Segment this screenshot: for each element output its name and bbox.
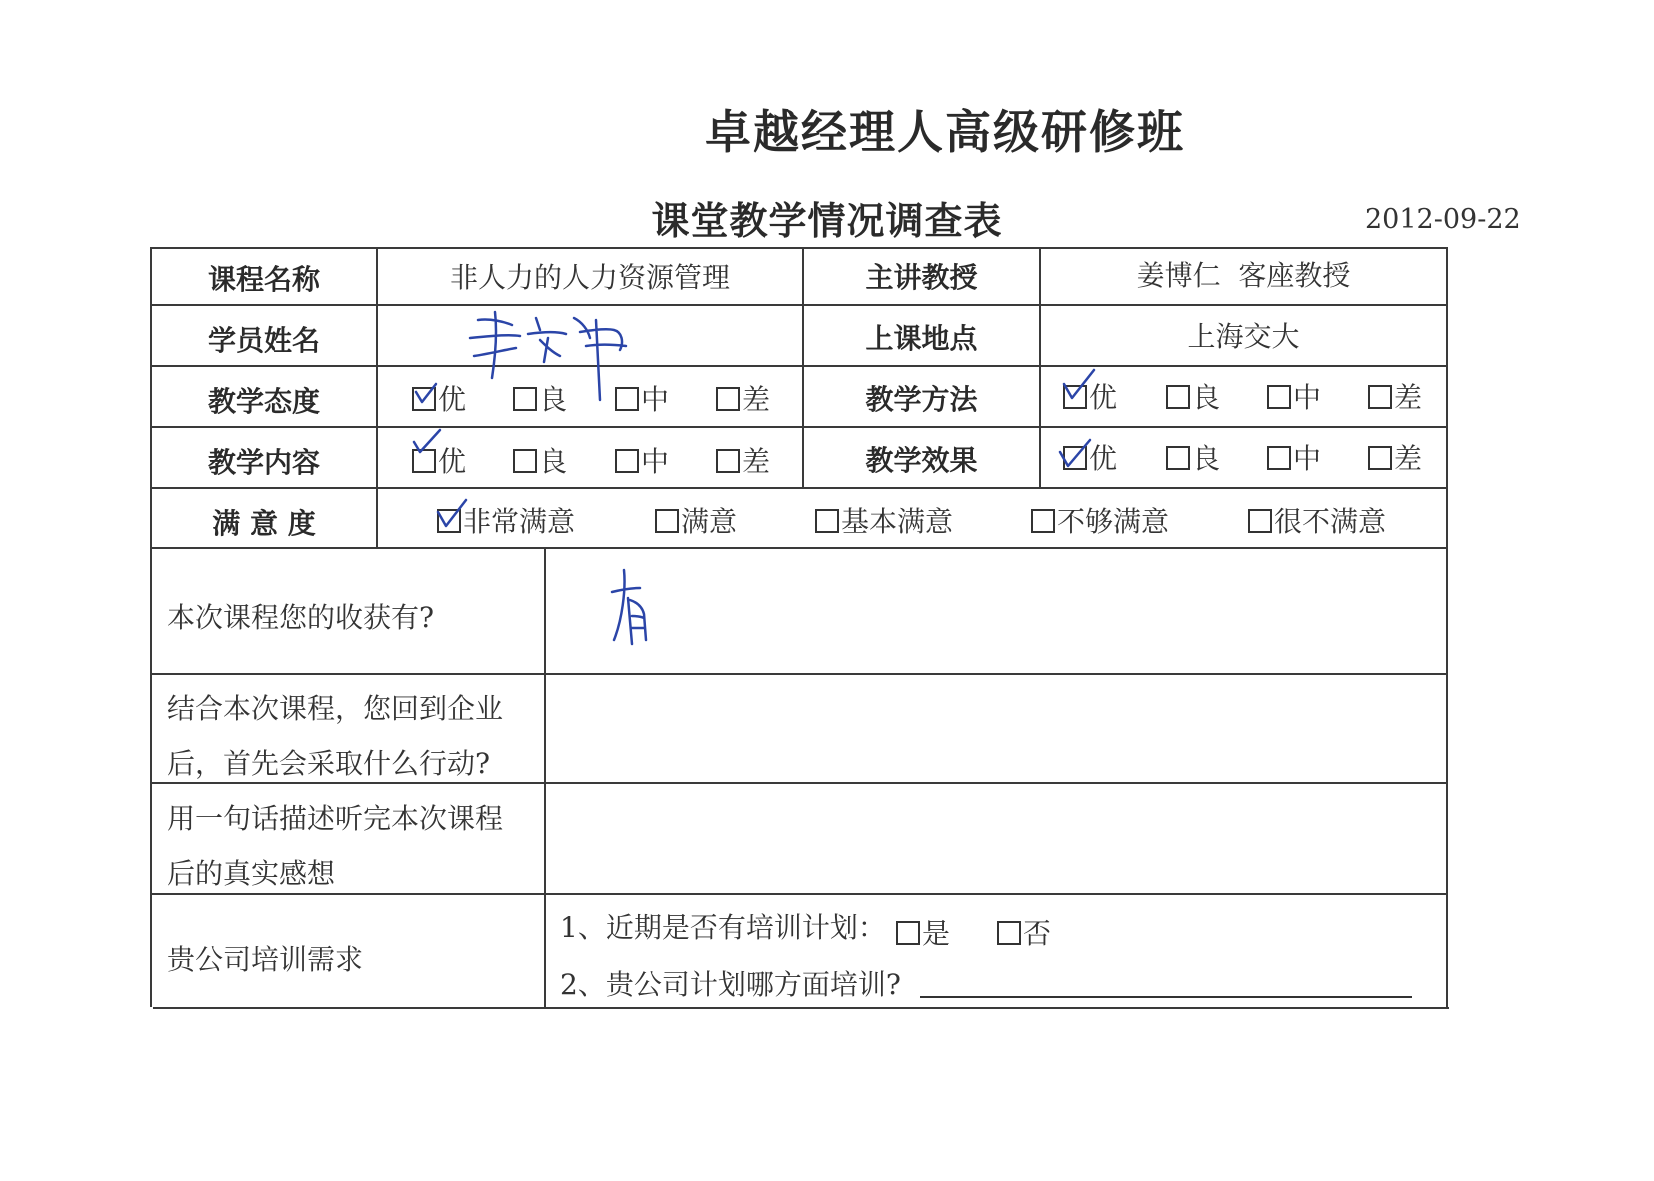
check-mark-satisfaction — [438, 500, 466, 526]
check-mark-attitude — [416, 384, 436, 402]
training-area-question: 2、贵公司计划哪方面培训? — [560, 968, 901, 1001]
attitude-option-average[interactable]: 中 — [615, 378, 669, 418]
form-title: 卓越经理人高级研修班 — [705, 105, 1185, 159]
attitude-option-excellent[interactable]: 优 — [412, 378, 466, 418]
effect-option-poor[interactable]: 差 — [1368, 437, 1422, 477]
check-mark-content — [414, 430, 440, 452]
lecturer-value: 姜博仁 客座教授 — [1136, 259, 1351, 292]
attitude-option-good[interactable]: 良 — [513, 378, 567, 418]
satisfaction-option-very-satisfied[interactable]: 非常满意 — [437, 500, 575, 540]
lecturer-label: 主讲教授 — [865, 261, 978, 294]
teaching-attitude-label: 教学态度 — [207, 385, 320, 418]
satisfaction-option-basically-satisfied[interactable]: 基本满意 — [815, 500, 953, 540]
content-option-excellent[interactable]: 优 — [412, 440, 466, 480]
handwritten-answer-gains — [612, 570, 646, 644]
location-value: 上海交大 — [1187, 320, 1300, 353]
form-date: 2012-09-22 — [1365, 204, 1521, 235]
content-option-good[interactable]: 良 — [513, 440, 567, 480]
effect-option-good[interactable]: 良 — [1166, 437, 1220, 477]
training-plan-option-no[interactable]: 否 — [997, 912, 1051, 952]
training-plan-text: 1、近期是否有培训计划： — [560, 911, 886, 944]
question-training-needs: 贵公司培训需求 — [167, 943, 364, 976]
question-feeling-line2: 后的真实感想 — [167, 857, 336, 890]
location-label: 上课地点 — [865, 322, 978, 355]
question-action-line2: 后，首先会采取什么行动? — [167, 747, 491, 780]
method-option-poor[interactable]: 差 — [1368, 376, 1422, 416]
course-name-value: 非人力的人力资源管理 — [449, 261, 730, 294]
satisfaction-option-very-unsatisfied[interactable]: 很不满意 — [1248, 500, 1386, 540]
teaching-effect-label: 教学效果 — [865, 444, 978, 477]
question-gains: 本次课程您的收获有? — [167, 601, 435, 634]
teaching-content-label: 教学内容 — [207, 446, 320, 479]
check-mark-method — [1064, 370, 1094, 398]
effect-option-excellent[interactable]: 优 — [1063, 437, 1117, 477]
method-option-good[interactable]: 良 — [1166, 376, 1220, 416]
method-option-excellent[interactable]: 优 — [1063, 376, 1117, 416]
question-feeling-line1: 用一句话描述听完本次课程 — [167, 802, 504, 835]
question-action-line1: 结合本次课程，您回到企业 — [167, 692, 504, 725]
handwritten-signature — [470, 312, 626, 400]
course-name-label: 课程名称 — [207, 263, 320, 296]
training-plan-option-yes[interactable]: 是 — [896, 912, 950, 952]
teaching-method-label: 教学方法 — [865, 383, 978, 416]
method-option-average[interactable]: 中 — [1267, 376, 1321, 416]
content-option-poor[interactable]: 差 — [716, 440, 770, 480]
attitude-option-poor[interactable]: 差 — [716, 378, 770, 418]
satisfaction-option-satisfied[interactable]: 满意 — [655, 500, 737, 540]
satisfaction-option-not-satisfied[interactable]: 不够满意 — [1031, 500, 1169, 540]
content-option-average[interactable]: 中 — [615, 440, 669, 480]
form-subtitle: 课堂教学情况调查表 — [651, 199, 1003, 243]
satisfaction-label: 满 意 度 — [212, 507, 316, 540]
effect-option-average[interactable]: 中 — [1267, 437, 1321, 477]
check-mark-effect — [1060, 440, 1090, 466]
student-name-label: 学员姓名 — [207, 324, 320, 357]
